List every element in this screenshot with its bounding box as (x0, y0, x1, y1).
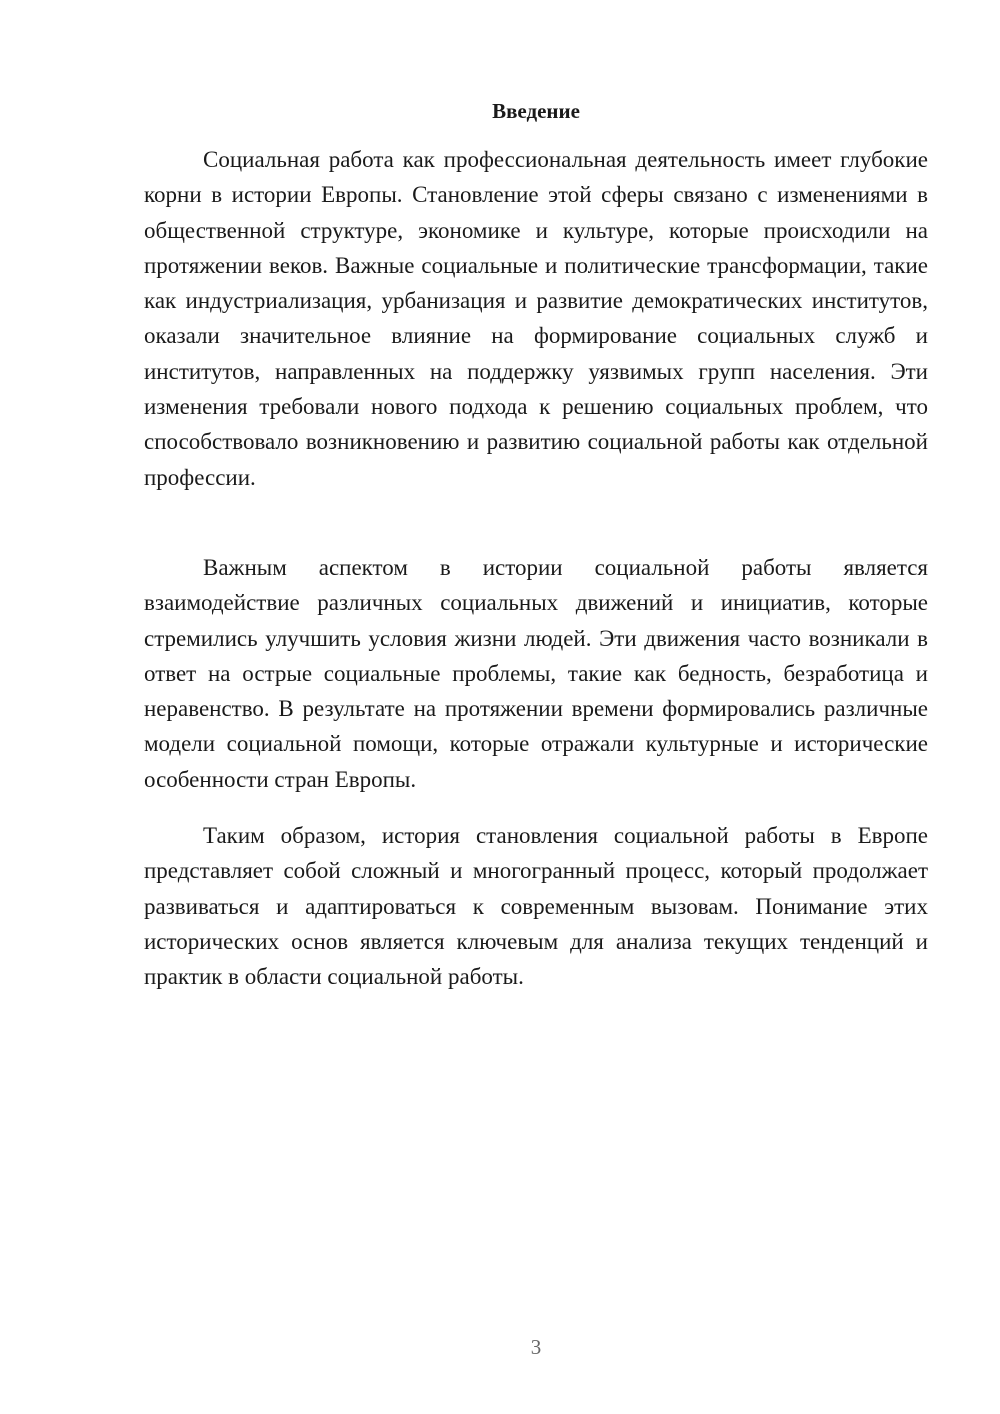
paragraph-2: Важным аспектом в истории социальной работы является взаимодействие различных социальных движений и инициатив, которые стремились улучшить условия жизни людей. Эти движения часто возникали в ответ на острые социальные проблемы, такие как бедность, безработица и неравенство. В результате на протяжении времени формировались различные модели социальной помощи, которые отражали культурные и исторические особенности стран Европы. (144, 555, 928, 792)
page-number: 3 (530, 1335, 542, 1359)
section-title: Введение (492, 99, 580, 123)
paragraph-1: Социальная работа как профессиональная деятельность имеет глубокие корни в истории Европы. Становление этой сферы связано с изменениями в общественной структуре, экономике и культуре, которые происходили на протяжении веков. Важные социальные и политические трансформации, такие как индустриализация, урбанизация и развитие демократических институтов, оказали значительное влияние на формирование социальных служб и институтов, направленных на поддержку уязвимых групп населения. Эти изменения требовали нового подхода к решению социальных проблем, что способствовало возникновению и развитию социальной работы как отдельной профессии. (144, 147, 928, 490)
paragraph-3: Таким образом, история становления социальной работы в Европе представляет собой сложный и многогранный процесс, который продолжает развиваться и адаптироваться к современным вызовам. Понимание этих исторических основ является ключевым для анализа текущих тенденций и практик в области социальной работы. (144, 823, 928, 990)
